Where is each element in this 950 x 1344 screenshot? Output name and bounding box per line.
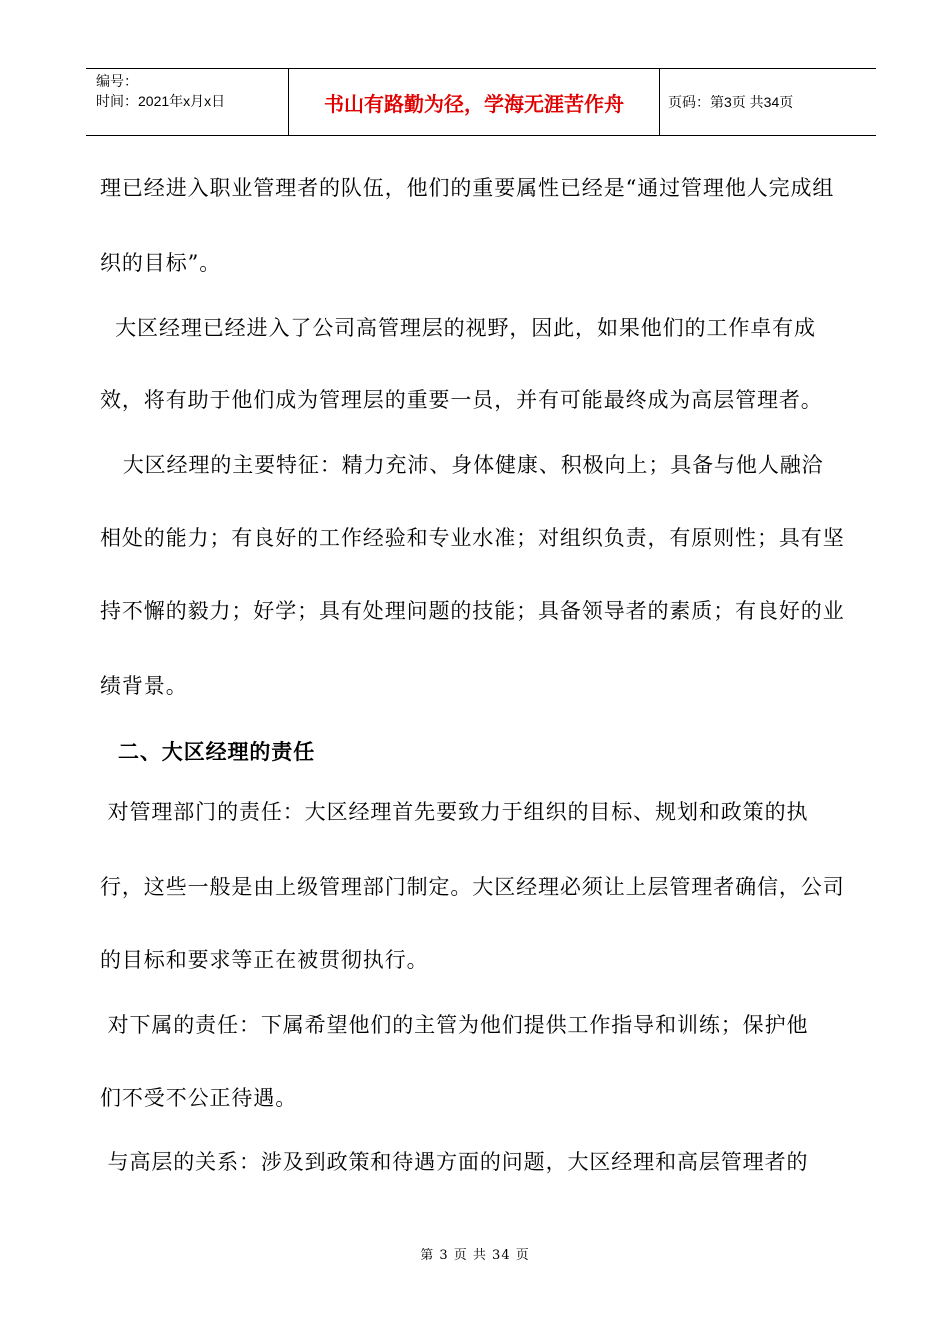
body-line: 大区经理的主要特征：精力充沛、身体健康、积极向上；具备与他人融洽 [100,453,824,477]
header-time: 时间：2021年x月x日 [96,93,226,109]
body-line: 对管理部门的责任：大区经理首先要致力于组织的目标、规划和政策的执 [100,800,809,824]
body-line: 理已经进入职业管理者的队伍，他们的重要属性已经是“通过管理他人完成组 [100,176,835,200]
body-line: 对下属的责任：下属希望他们的主管为他们提供工作指导和训练；保护他 [100,1013,809,1037]
body-line: 持不懈的毅力；好学；具有处理问题的技能；具备领导者的素质；有良好的业 [100,599,845,623]
body-line: 相处的能力；有良好的工作经验和专业水准；对组织负责，有原则性；具有坚 [100,526,845,550]
body-line: 效，将有助于他们成为管理层的重要一员，并有可能最终成为高层管理者。 [100,388,823,412]
section-heading: 二、大区经理的责任 [118,740,316,764]
page-header [86,68,876,136]
header-page-number: 页码：第3页 共34页 [668,94,794,110]
body-line: 大区经理已经进入了公司高管理层的视野，因此，如果他们的工作卓有成 [100,316,816,340]
header-motto: 书山有路勤为径，学海无涯苦作舟 [288,69,660,135]
body-line: 绩背景。 [100,674,188,698]
body-line: 行，这些一般是由上级管理部门制定。大区经理必须让上层管理者确信，公司 [100,875,845,899]
header-meta [86,69,288,135]
page-footer: 第 3 页 共 34 页 [420,1248,530,1263]
body-line: 们不受不公正待遇。 [100,1086,298,1110]
body-line: 与高层的关系：涉及到政策和待遇方面的问题，大区经理和高层管理者的 [100,1150,809,1174]
body-line: 的目标和要求等正在被贯彻执行。 [100,948,429,972]
body-line: 织的目标”。 [100,251,222,275]
header-number: 编号： [96,73,138,89]
